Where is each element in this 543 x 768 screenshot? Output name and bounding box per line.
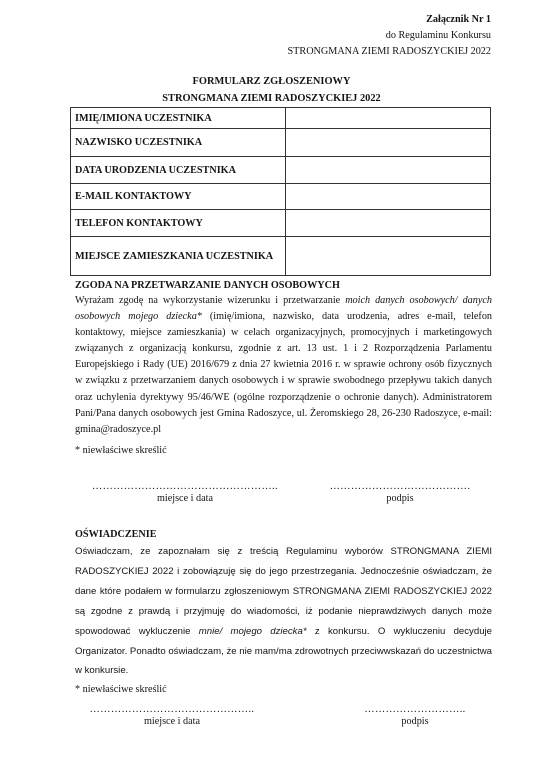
declaration-text — [75, 542, 492, 681]
table-row — [71, 237, 491, 276]
consent-text-part-2: (imię/imiona, nazwisko, data urodzenia, adres e-mail, telefon kontaktowy, miejsce zamieszkania) w celach organizacyjnych, promocyjnych i marketingowych związanych z organizacją konkursu, zgodnie z art. 13 ust. 1 i 2 Rozporządzenia Parlamentu Europejskiego i Rady (UE) 2016/679 z dnia 27 kwietnia 2016 r. w sprawie ochrony osób fizycznych w związku z przetwarzaniem danych osobowych i w sprawie swobodnego przepływu takich danych oraz uchylenia dyrektywy 95/46/WE (ogólne rozporządzenie o ochronie danych). Administratorem Pani/Pana danych osobowych jest Gmina Radoszyce, ul. Żeromskiego 28, 26-230 Radoszyce, e-mail: gmina@radoszyce.pl — [75, 311, 493, 435]
signature-line[interactable]: …………………………………………….. — [92, 481, 278, 492]
consent-text — [75, 293, 492, 438]
field-label-residence: MIEJSCE ZAMIESZKANIA UCZESTNIKA — [71, 237, 286, 276]
consent-section — [75, 280, 492, 438]
phone-field[interactable] — [286, 210, 491, 237]
consent-signature — [310, 481, 490, 504]
field-label-first-name: IMIĘ/IMIONA UCZESTNIKA — [71, 108, 286, 129]
table-row — [71, 108, 491, 129]
declaration-text-part-2: z konkursu. O wykluczeniu decyduje Organizator. Ponadto oświadczam, że nie mam/ma zdrowotnych przeciwwskazań do uczestnictwa w konkursie. — [75, 625, 492, 677]
residence-field[interactable] — [286, 237, 491, 276]
place-date-caption: miejsce i data — [156, 493, 213, 504]
form-title-line-2: STRONGMANA ZIEMI RADOSZYCKIEJ 2022 — [162, 93, 381, 104]
birth-date-field[interactable] — [286, 157, 491, 184]
consent-footnote: * niewłaściwe skreślić — [75, 445, 167, 456]
attachment-header — [288, 12, 491, 60]
field-label-last-name: NAZWISKO UCZESTNIKA — [71, 129, 286, 157]
field-label-email: E-MAIL KONTAKTOWY — [71, 184, 286, 210]
attachment-number: Załącznik Nr 1 — [426, 14, 491, 25]
declaration-footnote: * niewłaściwe skreślić — [75, 684, 167, 695]
table-row — [71, 157, 491, 184]
declaration-heading: OŚWIADCZENIE — [75, 529, 157, 540]
declaration-signature — [335, 704, 495, 727]
table-row — [71, 129, 491, 157]
table-row — [71, 184, 491, 210]
consent-text-part-1: Wyrażam zgodę na wykorzystanie wizerunku i przetwarzanie — [75, 295, 346, 306]
place-date-caption: miejsce i data — [143, 716, 200, 727]
form-title-line-1: FORMULARZ ZGŁOSZENIOWY — [192, 76, 351, 87]
first-name-field[interactable] — [286, 108, 491, 129]
declaration-section — [75, 529, 492, 681]
signature-line[interactable]: ……………………………………….. — [89, 704, 255, 715]
participant-data-table — [70, 107, 491, 276]
field-label-phone: TELEFON KONTAKTOWY — [71, 210, 286, 237]
consent-heading: ZGODA NA PRZETWARZANIE DANYCH OSOBOWYCH — [75, 280, 340, 291]
signature-caption: podpis — [386, 493, 414, 504]
signature-line[interactable]: ……………………….. — [364, 704, 466, 715]
consent-text-italic: moich danych osobowych/ danych osobowych mojego dziecka* — [75, 295, 493, 323]
signature-caption: podpis — [401, 716, 429, 727]
form-title — [0, 73, 543, 107]
declaration-place-date-signature — [72, 704, 272, 727]
declaration-text-italic: mnie/ mojego dziecka* — [198, 625, 307, 637]
email-field[interactable] — [286, 184, 491, 210]
table-row — [71, 210, 491, 237]
last-name-field[interactable] — [286, 129, 491, 157]
attachment-contest-name: STRONGMANA ZIEMI RADOSZYCKIEJ 2022 — [287, 46, 491, 57]
attachment-reference: do Regulaminu Konkursu — [385, 30, 491, 41]
field-label-birth-date: DATA URODZENIA UCZESTNIKA — [71, 157, 286, 184]
consent-place-date-signature — [85, 481, 285, 504]
declaration-text-part-1: Oświadczam, ze zapoznałam się z treścią Regulaminu wyborów STRONGMANA ZIEMI RADOSZYCKIEJ 2022 i zobowiązuję się do jego przestrzegania. Jednocześnie oświadczam, że dane które podałem w formularzu zgłoszeniowym STRONGMANA ZIEMI RADOSZYCKIEJ 2022 są zgodne z prawdą i przyjmuję do wiadomości, iż podanie nieprawdziwych danych może spowodować wykluczenie — [75, 546, 492, 637]
signature-line[interactable]: …………………………………. — [329, 481, 471, 492]
